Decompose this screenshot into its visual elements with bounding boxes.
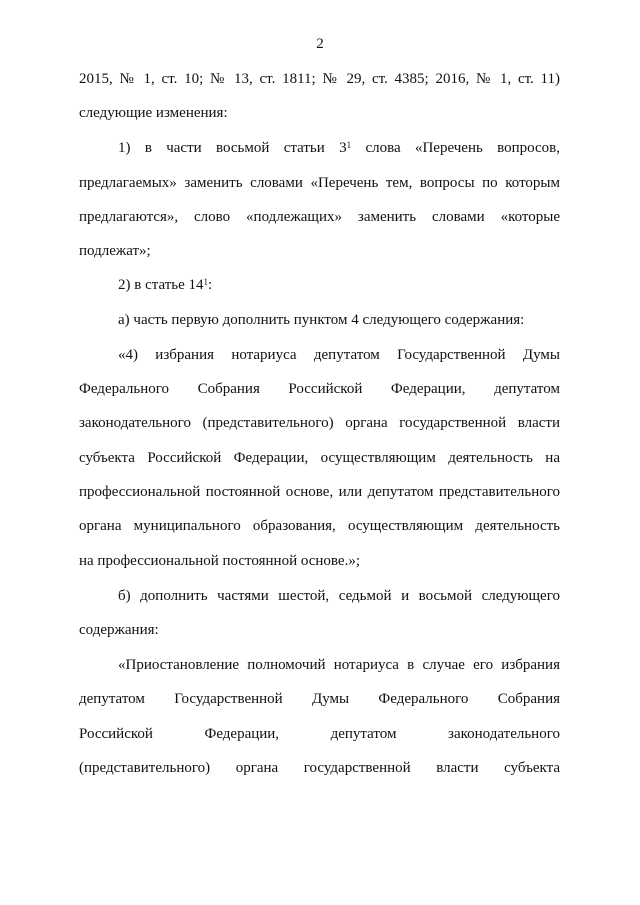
- text-line: предлагаются», слово «подлежащих» заменить словами «которые: [79, 209, 560, 225]
- text-line: а) часть первую дополнить пунктом 4 следующего содержания:: [118, 312, 525, 328]
- text-line: предлагаемых» заменить словами «Перечень тем, вопросы по которым: [79, 175, 560, 191]
- text-line: 2015, № 1, ст. 10; № 13, ст. 1811; № 29, ст. 4385; 2016, № 1, ст. 11): [79, 71, 560, 87]
- text-line: содержания:: [79, 622, 159, 638]
- text-fragment: 1) в части восьмой статьи 3: [118, 140, 347, 156]
- text-line: [118, 276, 212, 294]
- text-line: следующие изменения:: [79, 105, 228, 121]
- text-fragment: слова «Перечень вопросов,: [351, 140, 561, 156]
- text-line: депутатом Государственной Думы Федерального Собрания: [79, 691, 560, 707]
- superscript: 1: [203, 277, 209, 287]
- page-number: 2: [316, 36, 324, 52]
- text-line: (представительного) органа государственной власти субъекта: [79, 760, 560, 776]
- text-line: подлежат»;: [79, 243, 151, 259]
- text-line: б) дополнить частями шестой, седьмой и восьмой следующего: [118, 588, 560, 604]
- text-line: [118, 139, 560, 157]
- text-line: субъекта Российской Федерации, осуществляющим деятельность на: [79, 450, 560, 466]
- text-line: профессиональной постоянной основе, или депутатом представительного: [79, 484, 560, 500]
- text-fragment: 2) в статье 14: [118, 277, 204, 293]
- text-line: на профессиональной постоянной основе.»;: [79, 553, 360, 569]
- text-fragment: :: [208, 277, 213, 293]
- text-line: Российской Федерации, депутатом законодательного: [79, 726, 560, 742]
- text-line: «Приостановление полномочий нотариуса в случае его избрания: [118, 657, 560, 673]
- text-line: Федерального Собрания Российской Федерации, депутатом: [79, 381, 560, 397]
- superscript: 1: [346, 140, 352, 150]
- text-line: органа муниципального образования, осуществляющим деятельность: [79, 518, 560, 534]
- text-line: «4) избрания нотариуса депутатом Государственной Думы: [118, 347, 560, 363]
- text-line: законодательного (представительного) органа государственной власти: [79, 415, 560, 431]
